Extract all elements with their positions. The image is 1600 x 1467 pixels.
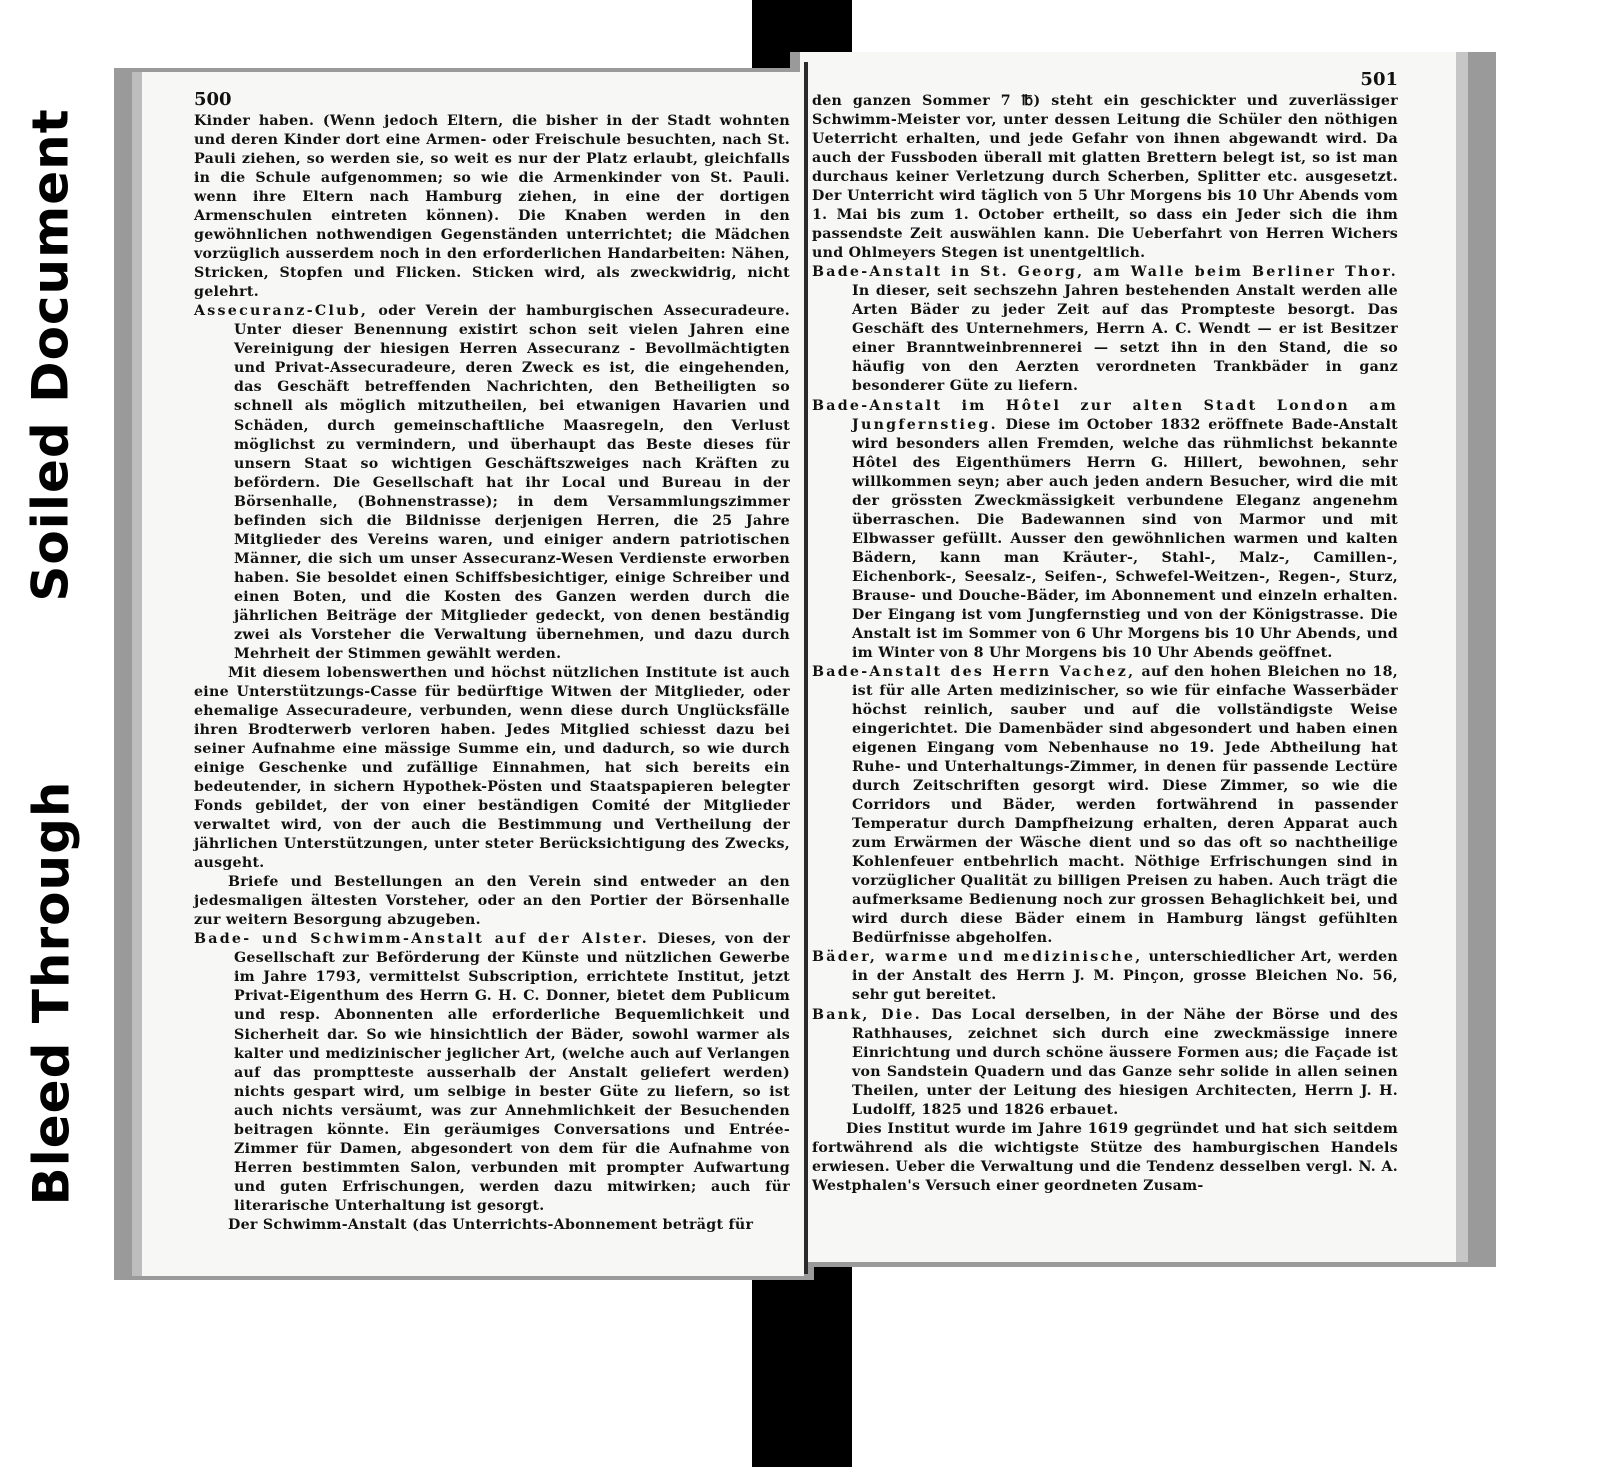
left-page-number: 500 [194, 89, 232, 110]
entry-heading: Assecuranz-Club, [194, 303, 369, 320]
paragraph-text: unterschiedlicher Art, werden in der Anstalt des Herrn J. M. Pinçon, grosse Bleichen No. 56, sehr gut bereitet. [852, 949, 1398, 1004]
paragraph-text: In dieser, seit sechszehn Jahren bestehenden Anstalt werden alle Arten Bäder zu jeder Zeit auf das Promptestе besorgt. Das Geschäft des Unternehmers, Herrn A. C. Wendt — er ist Besitzer einer Branntweinbrennerei — setzt ihn in den Stand, die so häufig von den Aerzten verordneten Trankbäder in ganz besonderer Güte zu liefern. [852, 283, 1398, 395]
right-page-number: 501 [1360, 69, 1398, 90]
soiled-document-text: Soiled Document [22, 108, 81, 602]
paragraph [812, 1120, 1398, 1196]
entry-heading: Bade-Anstalt des Herrn Vachez, [812, 663, 1136, 680]
paragraph [812, 397, 1398, 663]
binding-strip-bottom [752, 1258, 852, 1467]
paragraph [194, 930, 790, 1215]
bleed-through-text: Bleed Through [22, 780, 80, 1205]
paragraph-text: den ganzen Sommer 7 ℔) steht ein geschickter und zuverlässiger Schwimm-Meister vor, unter dessen Leitung die Schüler den nöthigen Ueterricht erhalten, und jede Gefahr von ihnen abgewandt wird. Da auch der Fussboden überall mit glatten Brettern belegt ist, so ist man durchaus keiner Verletzung durch Scherben, Splitter etc. ausgesetzt. Der Unterricht wird täglich von 5 Uhr Morgens bis 10 Uhr Abends vom 1. Mai bis zum 1. October ertheilt, so dass ein Jeder sich die ihm passendste Zeit auswählen kann. Die Ueberfahrt von Herren Wichers und Ohlmeyers Stegen ist unentgeltlich. [812, 93, 1398, 262]
paragraph [194, 664, 790, 873]
soiled-document-label [18, 100, 84, 610]
paragraph-text: Der Schwimm-Anstalt (das Unterrichts-Abonnement beträgt für [228, 1216, 754, 1233]
paragraph-text: Briefe und Bestellungen an den Verein sind entweder an den jedesmaligen ältesten Vorsteher, oder an den Portier der Börsenhalle zur weitern Besorgung abzugeben. [194, 874, 790, 929]
paragraph [812, 948, 1398, 1005]
left-page [132, 72, 804, 1276]
left-page-text [194, 112, 790, 1235]
entry-heading: Bade-Anstalt in St. Georg, am Walle beim Berliner Thor. [812, 264, 1398, 281]
paragraph [812, 663, 1398, 948]
paragraph [812, 92, 1398, 263]
paragraph-text: Diese im October 1832 eröffnete Bade-Anstalt wird besonders allen Fremden, welche das rühmlichst bekannte Hôtel des Eigenthümers Herrn G. Hillert, bewohnen, sehr willkommen seyn; aber auch jeden andern Besucher, wird die mit der grössten Zweckmässigkeit verbundene Eleganz angenehm überraschen. Die Badewannen sind von Marmor und mit Elbwasser gefüllt. Ausser den gewöhnlichen warmen und kalten Bädern, kann man Kräuter-, Stahl-, Malz-, Camillen-, Eichenbork-, Seesalz-, Seifen-, Schwefel-Weitzen-, Regen-, Sturz, Brause- und Douche-Bäder, im Abonnement und einzeln erhalten. Der Eingang ist vom Jungfernstieg und von der Königstrasse. Die Anstalt ist im Sommer von 6 Uhr Morgens bis 10 Uhr Abends, und im Winter von 8 Uhr Morgens bis 10 Uhr Abends geöffnet. [852, 416, 1398, 661]
right-page [800, 52, 1468, 1262]
paragraph [194, 302, 790, 664]
paragraph [194, 112, 790, 302]
book-gutter [804, 62, 808, 1274]
entry-heading: Bade- und Schwimm-Anstalt auf der Alster. [194, 931, 649, 948]
paragraph [812, 1006, 1398, 1120]
paragraph-text: Dies Institut wurde im Jahre 1619 gegründet und hat sich seitdem fortwährend als die wichtigste Stütze des hamburgischen Handels erwiesen. Ueber die Verwaltung und die Tendenz desselben vergl. N. A. Westphalen's Versuch einer geordneten Zusam- [812, 1120, 1398, 1194]
paragraph-text: oder Verein der hamburgischen Assecuradeure. Unter dieser Benennung existirt schon seit vielen Jahren eine Vereinigung der hiesigen Herren Assecuranz - Bevollmächtigten und Privat-Assecuradeure, deren Zweck es ist, die eingehenden, das Geschäft betreffenden Nachrichten, den Betheiligten so schnell als möglich mitzutheilen, bei etwanigen Havarien und Schäden, durch gemeinschaftliche Maasregeln, den Verlust möglichst zu vermindern, und überhaupt das Beste dieses für unsern Staat so wichtigen Geschäftszweiges nach Kräften zu befördern. Die Gesellschaft hat ihr Local und Bureau in der Börsenhalle, (Bohnenstrasse); in dem Versammlungszimmer befinden sich die Bildnisse derjenigen Herren, die 25 Jahre Mitglieder des Vereins waren, und einiger andern patriotischen Männer, die sich um unser Assecuranz-Wesen Verdienste erworben haben. Sie besoldet einen Schiffsbesichtiger, einige Schreiber und einen Boten, und die Kosten des Ganzen werden durch die jährlichen Beiträge der Mitglieder gedeckt, von denen beständig zwei als Vorsteher die Verwaltung übernehmen, und dazu durch Mehrheit der Stimmen gewählt werden. [234, 303, 790, 662]
paragraph [194, 873, 790, 930]
entry-heading: Bade-Anstalt im Hôtel zur alten Stadt London am Jungfernstieg. [812, 397, 1398, 433]
paragraph-text: Kinder haben. (Wenn jedoch Eltern, die bisher in der Stadt wohnten und deren Kinder dort eine Armen- oder Freischule besuchten, nach St. Pauli ziehen, so werden sie, so weit es nur der Platz erlaubt, gleichfalls in die Schule aufgenommen; so wie die Armenkinder von St. Pauli. wenn ihre Eltern nach Hamburg ziehen, in eine der dortigen Armenschulen eintreten können). Die Knaben werden in den gewöhnlichen nothwendigen Gegenständen unterrichtet; die Mädchen vorzüglich ausserdem noch in den erforderlichen Handarbeiten: Nähen, Stricken, Stopfen und Flicken. Sticken wird, als zweckwidrig, nicht gelehrt. [194, 113, 790, 301]
paragraph [812, 263, 1398, 396]
paragraph-text: Das Local derselben, in der Nähe der Börse und des Rathhauses, zeichnet sich durch eine zweckmässige innere Einrichtung und durch schöne äussere Formen aus; die Façade ist von Sandstein Quadern und das Ganze sehr solide in allen seinen Theilen, unter der Leitung des hiesigen Architecten, Herrn J. H. Ludolff, 1825 und 1826 erbauet. [852, 1006, 1398, 1118]
paragraph-text: auf den hohen Bleichen no 18, ist für alle Arten medizinischer, so wie für einfache Wasserbäder höchst reinlich, sauber und auf die vollständigste Weise eingerichtet. Die Damenbäder sind abgesondert und haben einen eigenen Eingang vom Nebenhause no 19. Jede Abtheilung hat Ruhe- und Unterhaltungs-Zimmer, in denen für passende Lectüre durch Zeitschriften gesorgt wird. Diese Zimmer, so wie die Corridors und Bäder, werden fortwährend in passender Temperatur durch Dampfheizung erhalten, deren Apparat auch zum Erwärmen der Wäsche dient und so das oft so nachtheilige Kohlenfeuer entbehrlich macht. Nöthige Erfrischungen sind in vorzüglicher Qualität zu billigen Preisen zu haben. Auch trägt die aufmerksame Bedienung noch zur grossen Behaglichkeit bei, und wird durch diese Bäder einem in Hamburg längst gefühlten Bedürfnisse abgeholfen. [852, 663, 1398, 947]
paragraph-text: Mit diesem lobenswerthen und höchst nützlichen Institute ist auch eine Unterstützungs-Casse für bedürftige Witwen der Mitglieder, oder ehemalige Assecuradeure, verbunden, wenn diese durch Unglücksfälle ihren Brodterwerb verloren haben. Jedes Mitglied schiesst dazu bei seiner Aufnahme eine mässige Summe ein, und dadurch, so wie durch einige Geschenke und zufällige Einnahmen, hat sich bereits ein bedeutender, in sichern Hypothek-Pösten und Staatspapieren belegter Fonds gebildet, der von einer beständigen Comité der Mitglieder verwaltet wird, von der auch die Bestimmung und Vertheilung der jährlichen Unterstützungen, unter steter Berücksichtigung des Zwecks, ausgeht. [194, 664, 790, 872]
entry-heading: Bäder, warme und medizinische, [812, 949, 1143, 966]
paragraph [194, 1216, 790, 1235]
right-page-text [812, 92, 1398, 1196]
entry-heading: Bank, Die. [812, 1006, 922, 1023]
bleed-through-label [18, 775, 84, 1210]
paragraph-text: Dieses, von der Gesellschaft zur Beförderung der Künste und nützlichen Gewerbe im Jahre 1793, vermittelst Subscription, errichtete Institut, jetzt Privat-Eigenthum des Herrn G. H. C. Donner, bietet dem Publicum und resp. Abonnenten alle erforderliche Bequemlichkeit und Sicherheit dar. So wie hinsichtlich der Bäder, sowohl warmer als kalter und medizinischer jeglicher Art, (welche auch auf Verlangen auf das promptteste ausserhalb der Anstalt geliefert werden) nichts gespart wird, um selbige in bester Güte zu liefern, so ist auch nichts versäumt, was zur Annehmlichkeit der Besuchenden beitragen könnte. Ein geräumiges Conversations und Entrée-Zimmer für Damen, abgesondert von dem für die Aufnahme von Herren bestimmten Salon, verbunden mit prompter Aufwartung und guten Erfrischungen, werden dazu mitwirken; auch für literarische Unterhaltung ist gesorgt. [234, 931, 790, 1214]
